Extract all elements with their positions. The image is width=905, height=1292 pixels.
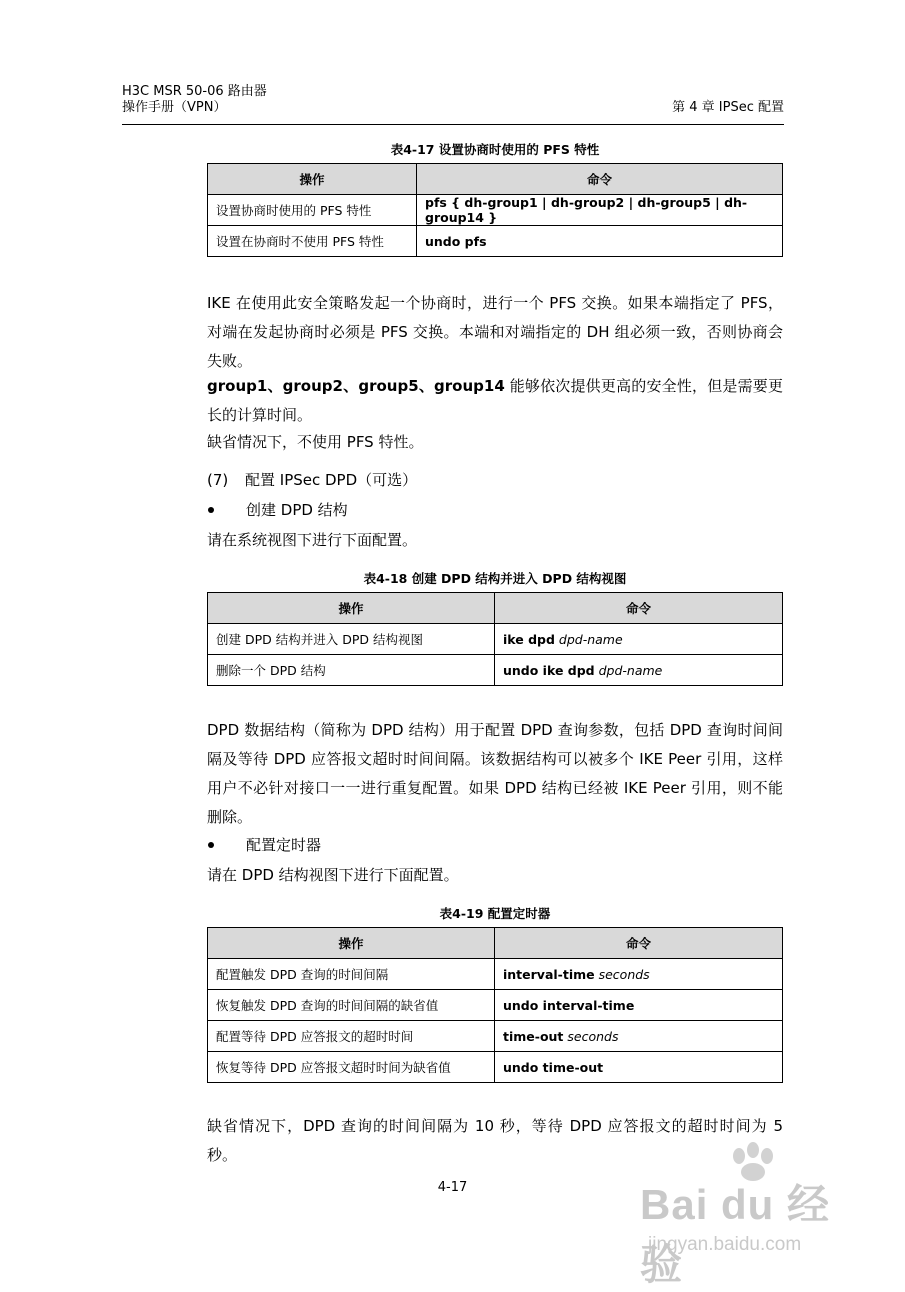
table-row [208, 624, 783, 655]
paragraph-pfs-default: 缺省情况下，不使用 PFS 特性。 [207, 433, 424, 451]
header-chapter: 第 4 章 IPSec 配置 [672, 100, 784, 115]
paragraph-pfs-exchange: IKE 在使用此安全策略发起一个协商时，进行一个 PFS 交换。如果本端指定了 PFS，对端在发起协商时必须是 PFS 交换。本端和对端指定的 DH 组必须一致，否则协商会失败。 [207, 294, 783, 370]
step-number: (7) [207, 471, 229, 489]
table17 [207, 163, 783, 257]
header-manual: 操作手册（VPN） [122, 100, 227, 115]
bullet-dot [208, 842, 214, 848]
paragraph-dpd-defaults: 缺省情况下，DPD 查询的时间间隔为 10 秒，等待 DPD 应答报文的超时时间为 5 秒。 [207, 1117, 783, 1164]
table19-cmd-cell [495, 1021, 783, 1052]
table19-cmd-cell [495, 959, 783, 990]
table17-header-op: 操作 [208, 164, 417, 195]
table17-op: 设置协商时使用的 PFS 特性 [208, 195, 417, 226]
table19-cmd: undo interval-time [503, 997, 635, 1013]
step-text: 配置 IPSec DPD（可选） [245, 471, 418, 489]
header-divider [122, 124, 784, 125]
table19-cmd-cell [495, 1052, 783, 1083]
table19-op: 恢复触发 DPD 查询的时间间隔的缺省值 [208, 990, 495, 1021]
table-row [208, 1052, 783, 1083]
table-row [208, 226, 783, 257]
table19-op: 配置触发 DPD 查询的时间间隔 [208, 959, 495, 990]
bullet-dot [208, 507, 214, 513]
table-row [208, 655, 783, 686]
table17-cmd: pfs { dh-group1 | dh-group2 | dh-group5 | dh-group14 } [417, 195, 783, 226]
baidu-watermark [640, 1142, 870, 1288]
bullet-create-dpd: 创建 DPD 结构 [246, 501, 348, 519]
page-header [122, 84, 784, 116]
watermark-brand: Bai du 经验 [640, 1181, 831, 1288]
table19-arg: seconds [594, 966, 650, 982]
table19-cmd-cell [495, 990, 783, 1021]
table18-header-op: 操作 [208, 593, 495, 624]
table-row [208, 1021, 783, 1052]
table19-op: 恢复等待 DPD 应答报文超时时间为缺省值 [208, 1052, 495, 1083]
table18-arg: dpd-name [554, 631, 623, 647]
table18 [207, 592, 783, 686]
table-row [208, 195, 783, 226]
header-product: H3C MSR 50-06 路由器 [122, 84, 267, 99]
table18-caption: 表4-18 创建 DPD 结构并进入 DPD 结构视图 [363, 571, 627, 586]
table18-header-cmd: 命令 [495, 593, 783, 624]
table19-cmd: time-out [503, 1028, 564, 1044]
table19-header-op: 操作 [208, 928, 495, 959]
paragraph-dpd-structure: DPD 数据结构（简称为 DPD 结构）用于配置 DPD 查询参数，包括 DPD 查询时间间隔及等待 DPD 应答报文超时时间间隔。该数据结构可以被多个 IKE Peer 引用，这样用户不必针对接口一一进行重复配置。如果 DPD 结构已经被 IKE Peer 引用，则不能删除。 [207, 721, 783, 826]
table19-arg: seconds [563, 1028, 619, 1044]
table18-op: 删除一个 DPD 结构 [208, 655, 495, 686]
table19-cmd: interval-time [503, 966, 595, 982]
table18-cmd: ike dpd [503, 631, 555, 647]
table18-arg: dpd-name [594, 662, 663, 678]
table18-cmd-cell [495, 624, 783, 655]
table18-cmd: undo ike dpd [503, 662, 595, 678]
paragraph-dpd-view: 请在 DPD 结构视图下进行下面配置。 [207, 866, 459, 884]
table17-header-cmd: 命令 [417, 164, 783, 195]
table17-caption: 表4-17 设置协商时使用的 PFS 特性 [390, 142, 600, 157]
paragraph-system-view: 请在系统视图下进行下面配置。 [207, 531, 418, 549]
table19-op: 配置等待 DPD 应答报文的超时时间 [208, 1021, 495, 1052]
paragraph-dh-groups [207, 372, 783, 430]
step-7 [207, 469, 417, 491]
table19-header-cmd: 命令 [495, 928, 783, 959]
table19-cmd: undo time-out [503, 1059, 604, 1075]
table-row [208, 959, 783, 990]
table18-cmd-cell [495, 655, 783, 686]
watermark-url: jingyan.baidu.com [648, 1234, 802, 1255]
table17-op: 设置在协商时不使用 PFS 特性 [208, 226, 417, 257]
table18-op: 创建 DPD 结构并进入 DPD 结构视图 [208, 624, 495, 655]
dh-group-list: group1、group2、group5、group14 [207, 377, 505, 395]
dh-group-desc: 能够依次提供更高的安全性，但是需要更长的计算时间。 [207, 377, 783, 424]
bullet-config-timer: 配置定时器 [246, 836, 322, 854]
table19 [207, 927, 783, 1083]
table17-cmd: undo pfs [417, 226, 783, 257]
table19-caption: 表4-19 配置定时器 [439, 906, 551, 921]
page-number: 4-17 [437, 1180, 468, 1195]
table-row [208, 990, 783, 1021]
